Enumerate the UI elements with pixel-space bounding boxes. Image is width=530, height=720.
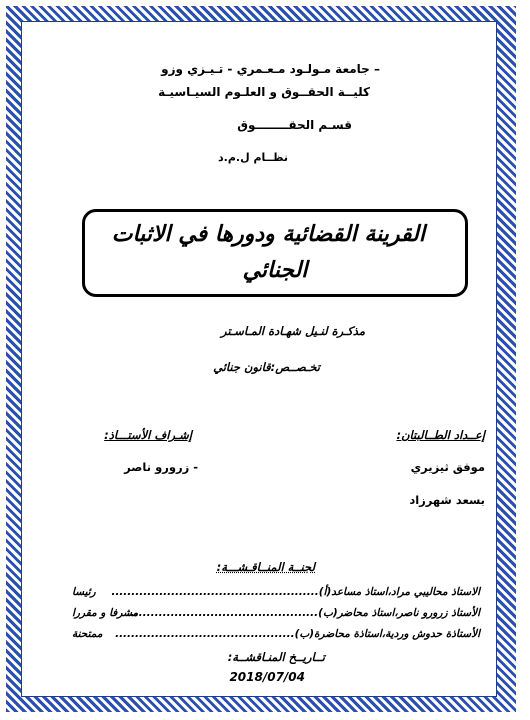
thesis-purpose: مذكـرة لنـيل شهـادة المـاسـتر [221,324,365,338]
jury-member-name: الاستاذ محاليبي مراد،استاذ مساعد(أ).................................................... [111,586,480,598]
faculty-name: كليــة الحقــوق و العلـوم السيـاسيـة [158,85,370,99]
jury-row [72,628,480,640]
department-name: قسـم الحقــــــــوق [237,118,352,132]
supervisor-label: إشـراف الأستـــاذ: [104,428,192,442]
author-name-1: موفق ثيزيري [410,460,485,474]
jury-label [217,560,315,574]
thesis-title-line2: الجنائي [242,258,308,283]
jury-member-role: مشرفا و مقررا [72,607,139,619]
jury-member-role: رئيسا [72,586,96,598]
jury-member-name: الأستاذ زرورو ناصر،استاذ محاضر(ب)................................................ [126,607,480,619]
author-name-2: بسعد شهرزاد [409,493,485,507]
jury-row [72,586,480,598]
authors-label: إعــداد الطــالبتان: [396,428,485,442]
system-label: نظــام ل.م.د [218,151,288,164]
jury-member-name: الأستاذة حدوش وردية،استاذة محاضرة(ب)............................................. [115,628,480,640]
thesis-specialty: تخـصــص:قانون جنائي [213,360,320,374]
defense-date: 2018/07/04 [229,670,305,684]
thesis-title-line1: القرينة القضائية ودورها في الاثبات [111,222,425,247]
university-name: – جامعة مـولـود مـعـمري - تـيـزي وزو [161,62,380,76]
defense-label: تــاريــخ المنـاقشــة: [227,650,325,664]
jury-label-text: لجنــة المنــاقـشـــة: [216,560,315,574]
jury-row [72,607,480,619]
thesis-title-box [82,209,468,297]
supervisor-name: - زرورو ناصر [124,460,198,474]
jury-member-role: ممتحنة [72,628,103,640]
